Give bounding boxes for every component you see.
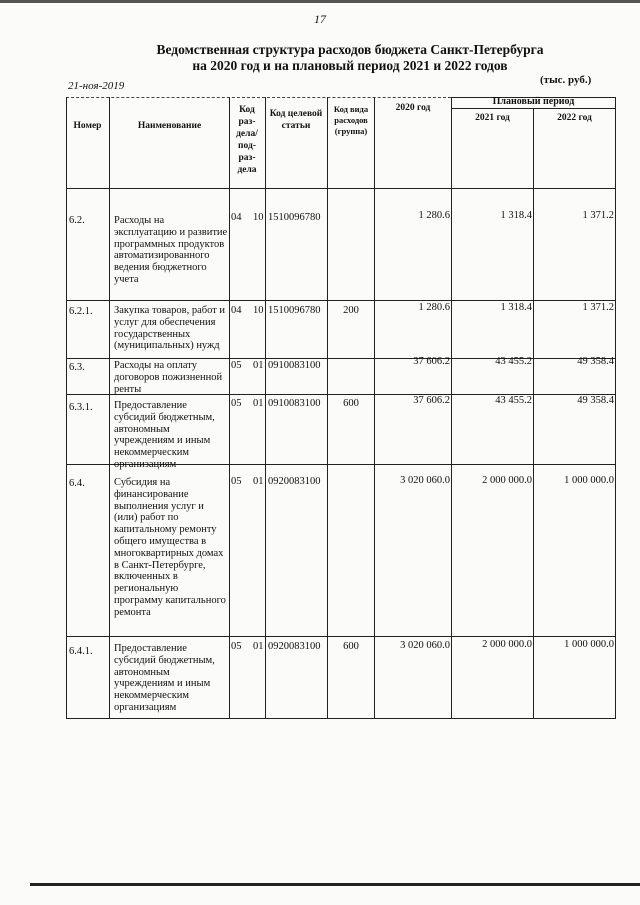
col-rule	[265, 97, 266, 718]
row-section: 04	[231, 305, 242, 316]
col-rule	[615, 97, 616, 718]
page-number: 17	[314, 12, 326, 26]
row-name: Расходы на эксплуатацию и развитие программных продуктов автоматизированного ведения бюджетного учета	[114, 215, 228, 285]
units-label: (тыс. руб.)	[540, 74, 592, 86]
row-subsection: 10	[253, 212, 264, 223]
row-name: Предоставление субсидий бюджетным, автономным учреждениям и иным некоммерческим организациям	[114, 400, 215, 470]
row-subsection: 01	[253, 398, 264, 409]
header-name: Наименование	[137, 121, 202, 131]
row-value-2020: 37 606.2	[413, 395, 450, 406]
row-value-2020: 1 280.6	[418, 302, 450, 313]
header-section-code: Код раз- дела/ под- раз- дела	[236, 105, 258, 175]
col-rule	[374, 97, 375, 718]
budget-table	[66, 88, 616, 718]
row-expense-type: 600	[343, 641, 359, 652]
header-2020: 2020 год	[395, 103, 431, 113]
col-rule	[66, 97, 67, 718]
table-bottom-rule	[66, 718, 616, 719]
header-number: Номер	[73, 121, 102, 131]
row-expense-type: 200	[343, 305, 359, 316]
row-value-2021: 2 000 000.0	[482, 639, 532, 650]
row-value-2022: 1 000 000.0	[564, 639, 614, 650]
page-title	[70, 42, 630, 74]
scan-edge-top	[0, 0, 640, 3]
row-number: 6.4.1.	[69, 646, 93, 657]
row-target-code: 0910083100	[268, 360, 321, 371]
col-rule	[533, 108, 534, 718]
col-rule	[109, 97, 110, 718]
row-value-2020: 1 280.6	[418, 210, 450, 221]
title-line-1: Ведомственная структура расходов бюджета Санкт-Петербурга	[156, 42, 544, 57]
row-value-2021: 43 455.2	[495, 356, 532, 367]
row-value-2021: 43 455.2	[495, 395, 532, 406]
row-subsection: 01	[253, 360, 264, 371]
row-section: 05	[231, 398, 242, 409]
row-subsection: 01	[253, 641, 264, 652]
row-value-2022: 1 371.2	[582, 302, 614, 313]
row-number: 6.4.	[69, 478, 85, 489]
row-value-2021: 1 318.4	[500, 302, 532, 313]
col-rule	[451, 97, 452, 718]
row-target-code: 0920083100	[268, 641, 321, 652]
header-planned-period: Плановый период	[492, 96, 575, 107]
title-line-2: на 2020 год и на плановый период 2021 и 2022 годов	[192, 58, 508, 73]
row-name: Закупка товаров, работ и услуг для обеспечения государственных (муниципальных) нужд	[114, 305, 226, 352]
row-target-code: 0920083100	[268, 476, 321, 487]
row-expense-type: 600	[343, 398, 359, 409]
row-value-2022: 49 358.4	[577, 395, 614, 406]
row-number: 6.3.	[69, 362, 85, 373]
row-value-2022: 49 358.4	[577, 356, 614, 367]
row-name: Расходы на оплату договоров пожизненной ренты	[114, 360, 223, 395]
scan-edge-bottom	[30, 883, 640, 886]
row-value-2022: 1 371.2	[582, 210, 614, 221]
row-value-2020: 3 020 060.0	[400, 475, 450, 486]
header-expense-type-code: Код вида расходов (группа)	[333, 104, 369, 136]
row-target-code: 1510096780	[268, 212, 321, 223]
row-number: 6.2.	[69, 215, 85, 226]
document-date: 21-ноя-2019	[68, 80, 125, 92]
header-2021: 2021 год	[475, 113, 510, 123]
row-value-2021: 1 318.4	[500, 210, 532, 221]
header-2022: 2022 год	[557, 113, 592, 123]
header-target-code: Код целевой статьи	[269, 109, 323, 131]
row-section: 05	[231, 641, 242, 652]
row-number: 6.3.1.	[69, 402, 93, 413]
top-dashed-rule	[66, 97, 451, 98]
row-subsection: 10	[253, 305, 264, 316]
row-name: Предоставление субсидий бюджетным, автономным учреждениям и иным некоммерческим организациям	[114, 643, 215, 713]
row-value-2020: 37 606.2	[413, 356, 450, 367]
row-section: 04	[231, 212, 242, 223]
row-section: 05	[231, 476, 242, 487]
row-value-2020: 3 020 060.0	[400, 640, 450, 651]
row-number: 6.2.1.	[69, 306, 93, 317]
row-value-2021: 2 000 000.0	[482, 475, 532, 486]
row-value-2022: 1 000 000.0	[564, 475, 614, 486]
row-target-code: 1510096780	[268, 305, 321, 316]
row-target-code: 0910083100	[268, 398, 321, 409]
col-rule	[229, 97, 230, 718]
row-name: Субсидия на финансирование выполнения услуг и (или) работ по капитальному ремонту общего имущества в многоквартирных домах в Санкт-Петербурге, включенных в региональную программу капитального ремонта	[114, 477, 226, 618]
row-subsection: 01	[253, 476, 264, 487]
row-section: 05	[231, 360, 242, 371]
